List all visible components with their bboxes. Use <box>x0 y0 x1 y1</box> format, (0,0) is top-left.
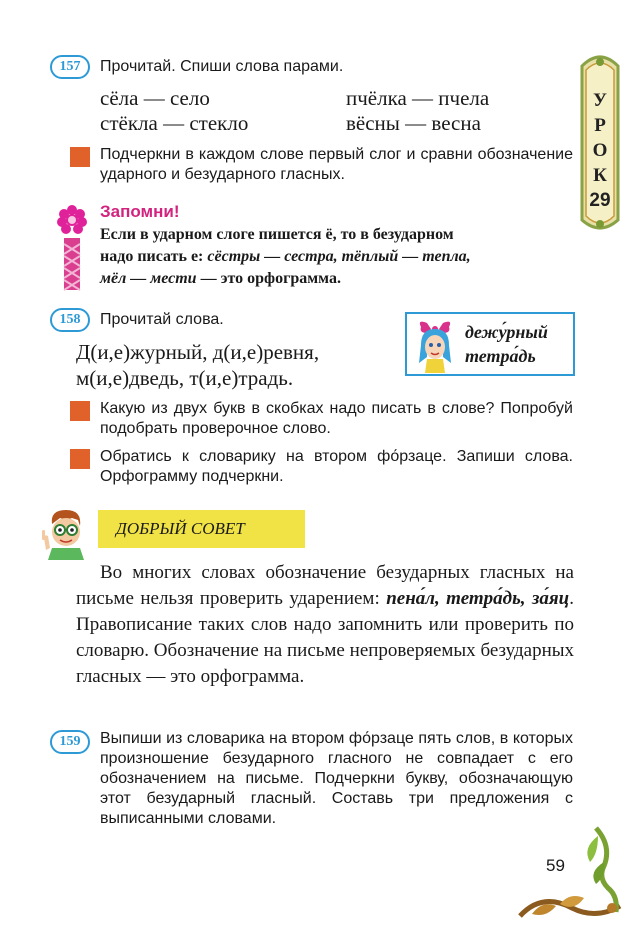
exercise-text: Выпиши из словарика на втором фо́рзаце пять слов, в которых произношение безударного гласного не совпадает с его обозначением на письме. Подчеркни букву, обозначающую этот безударный гласный. Составь три предложения с выписанными словами. <box>100 730 573 827</box>
task-text: Подчеркни в каждом слове первый слог и сравни обозначение ударного и безударного гласных. <box>100 146 573 183</box>
advice-examples: пена́л, тетра́дь, за́яц <box>386 588 570 609</box>
girl-icon <box>415 317 455 373</box>
flower-pillar-icon <box>56 204 88 292</box>
exercise-words <box>76 339 319 391</box>
rule-example: сёстры — сестра, тёплый — тепла, <box>207 248 471 265</box>
advice-label: ДОБРЫЙ СОВЕТ <box>98 510 305 548</box>
words-line: Д(и,е)журный, д(и,е)ревня, <box>76 340 320 364</box>
advice-paragraph <box>76 560 574 690</box>
lesson-letter: Р <box>594 115 606 136</box>
corner-ornament-icon <box>512 822 626 922</box>
exercise-number: 157 <box>50 55 90 79</box>
rule-text: — это орфограмма. <box>196 270 341 287</box>
boy-icon <box>40 504 98 560</box>
rule-text: надо писать е: <box>100 248 208 265</box>
task-text: Какую из двух букв в скобках надо писать в слове? Попробуй подобрать проверочное слово. <box>100 400 573 437</box>
task-text: Обратись к словарику на втором фо́рзаце. Запиши слова. Орфограмму подчеркни. <box>100 448 573 485</box>
word-pair: стёкла — стекло <box>100 111 249 135</box>
rule-line <box>100 246 574 268</box>
lesson-tab <box>576 52 624 232</box>
exercise-number: 159 <box>50 730 90 754</box>
task-square-icon <box>70 147 90 167</box>
word-pair: вёсны — весна <box>346 111 481 135</box>
words-line: м(и,е)дведь, т(и,е)традь. <box>76 366 294 390</box>
rule-line <box>100 268 574 290</box>
box-word: тетра́дь <box>465 346 536 366</box>
advice-text: . Правописание таких слов надо запомнить или проверить по словарю. Обозначение на письме непроверяемых безударных гласных — это орфограмма. <box>76 588 574 687</box>
task-square-icon <box>70 401 90 421</box>
exercise-instruction: Прочитай. Спиши слова парами. <box>100 58 344 75</box>
word-pair: пчёлка — пчела <box>346 86 490 110</box>
task-square-icon <box>70 449 90 469</box>
word-box <box>405 312 575 376</box>
lesson-number: 29 <box>589 190 611 211</box>
remember-rule <box>100 224 574 290</box>
lesson-letter: К <box>593 165 607 186</box>
exercise-number: 158 <box>50 308 90 332</box>
advice-text: Во многих словах обозначение безударных гласных на письме нельзя проверить ударением: <box>76 562 574 609</box>
word-pairs-left <box>100 86 248 136</box>
rule-line: Если в ударном слоге пишется ё, то в безударном <box>100 226 454 243</box>
rule-example: мёл — мести <box>100 270 197 287</box>
word-pair: сёла — село <box>100 86 210 110</box>
remember-title: Запомни! <box>100 202 180 221</box>
page-number: 59 <box>546 856 565 875</box>
exercise-instruction: Прочитай слова. <box>100 311 224 328</box>
lesson-letter: У <box>593 90 607 111</box>
word-pairs-right <box>346 86 489 136</box>
lesson-letter: О <box>592 140 608 161</box>
box-word: дежу́рный <box>465 322 548 342</box>
